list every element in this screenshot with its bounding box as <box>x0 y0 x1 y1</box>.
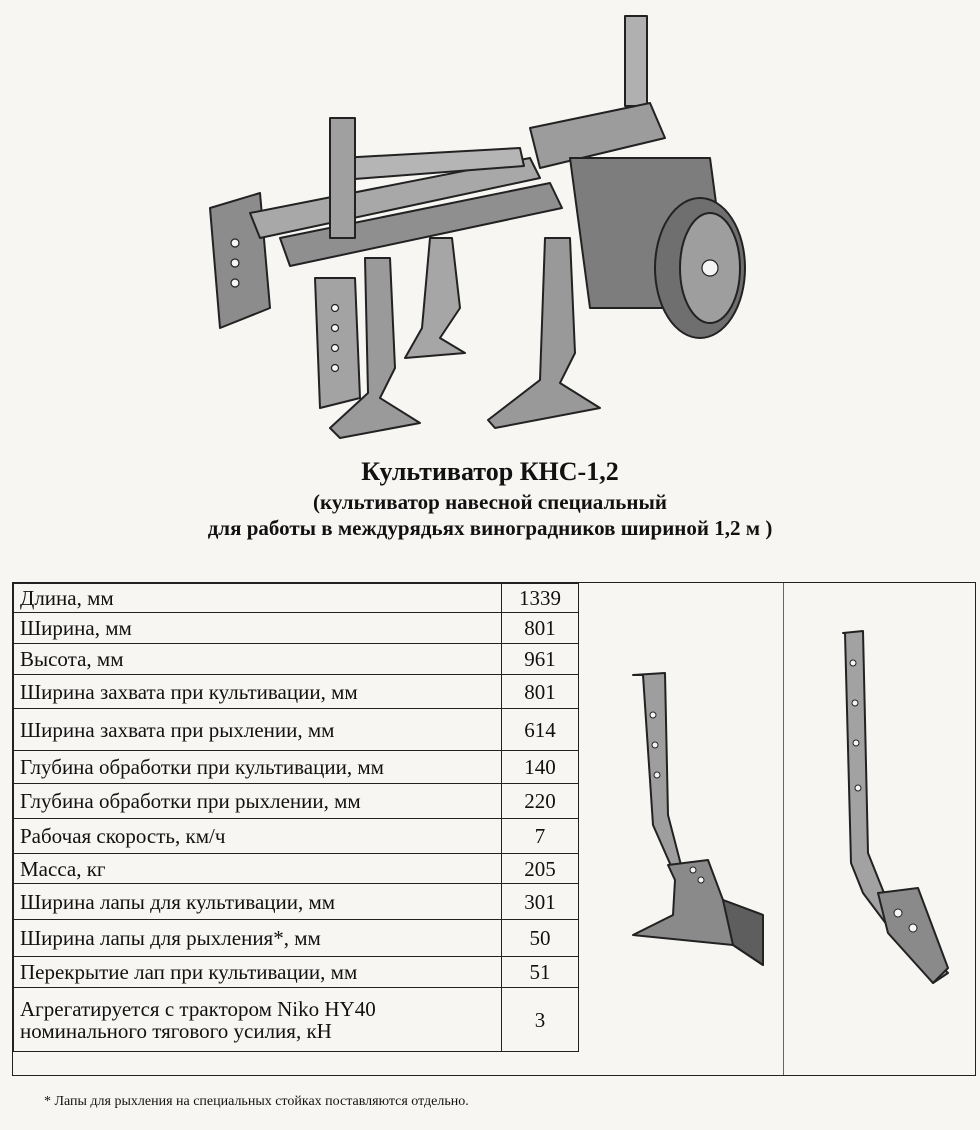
spec-value: 961 <box>502 644 579 675</box>
spec-label: Глубина обработки при культивации, мм <box>14 751 502 784</box>
spec-label <box>14 988 502 1052</box>
table-row <box>14 884 579 920</box>
table-row <box>14 675 579 709</box>
spec-value: 220 <box>502 784 579 819</box>
spec-frame <box>12 582 976 1076</box>
table-row <box>14 613 579 644</box>
subtitle-line-2: для работы в междурядьях виноградников шириной 1,2 м ) <box>207 516 773 540</box>
spec-label: Перекрытие лап при культивации, мм <box>14 957 502 988</box>
subtitle-line-1: (культиватор навесной специальный <box>313 490 667 514</box>
cultivation-tine-illustration <box>613 665 783 975</box>
spec-value: 301 <box>502 884 579 920</box>
spec-value: 51 <box>502 957 579 988</box>
table-row <box>14 709 579 751</box>
spec-label: Ширина, мм <box>14 613 502 644</box>
spec-label-line-2: номинального тягового усилия, кН <box>20 1018 332 1043</box>
table-row <box>14 854 579 884</box>
spec-label: Длина, мм <box>14 584 502 613</box>
column-divider <box>783 583 784 1075</box>
table-row <box>14 644 579 675</box>
table-row <box>14 751 579 784</box>
spec-label: Ширина захвата при культивации, мм <box>14 675 502 709</box>
spec-label: Рабочая скорость, км/ч <box>14 819 502 854</box>
spec-label: Ширина захвата при рыхлении, мм <box>14 709 502 751</box>
cultivator-illustration <box>190 8 770 448</box>
table-row <box>14 784 579 819</box>
spec-value: 50 <box>502 920 579 957</box>
spec-label-line-1: Агрегатируется с трактором Niko HY40 <box>20 996 376 1021</box>
spec-value: 614 <box>502 709 579 751</box>
title-block <box>0 455 980 541</box>
table-row <box>14 584 579 613</box>
spec-value: 3 <box>502 988 579 1052</box>
spec-value: 7 <box>502 819 579 854</box>
spec-value: 140 <box>502 751 579 784</box>
table-row <box>14 920 579 957</box>
table-row <box>14 819 579 854</box>
footnote: * Лапы для рыхления на специальных стойках поставляются отдельно. <box>44 1094 469 1109</box>
spec-value: 801 <box>502 675 579 709</box>
spec-value: 801 <box>502 613 579 644</box>
spec-value: 1339 <box>502 584 579 613</box>
table-row <box>14 988 579 1052</box>
spec-value: 205 <box>502 854 579 884</box>
table-row <box>14 957 579 988</box>
spec-table <box>13 583 579 1052</box>
spec-label: Высота, мм <box>14 644 502 675</box>
document-title: Культиватор КНС-1,2 <box>361 457 619 486</box>
spec-label: Масса, кг <box>14 854 502 884</box>
spec-label: Ширина лапы для рыхления*, мм <box>14 920 502 957</box>
spec-label: Глубина обработки при рыхлении, мм <box>14 784 502 819</box>
spec-label: Ширина лапы для культивации, мм <box>14 884 502 920</box>
loosening-tine-illustration <box>833 623 973 993</box>
